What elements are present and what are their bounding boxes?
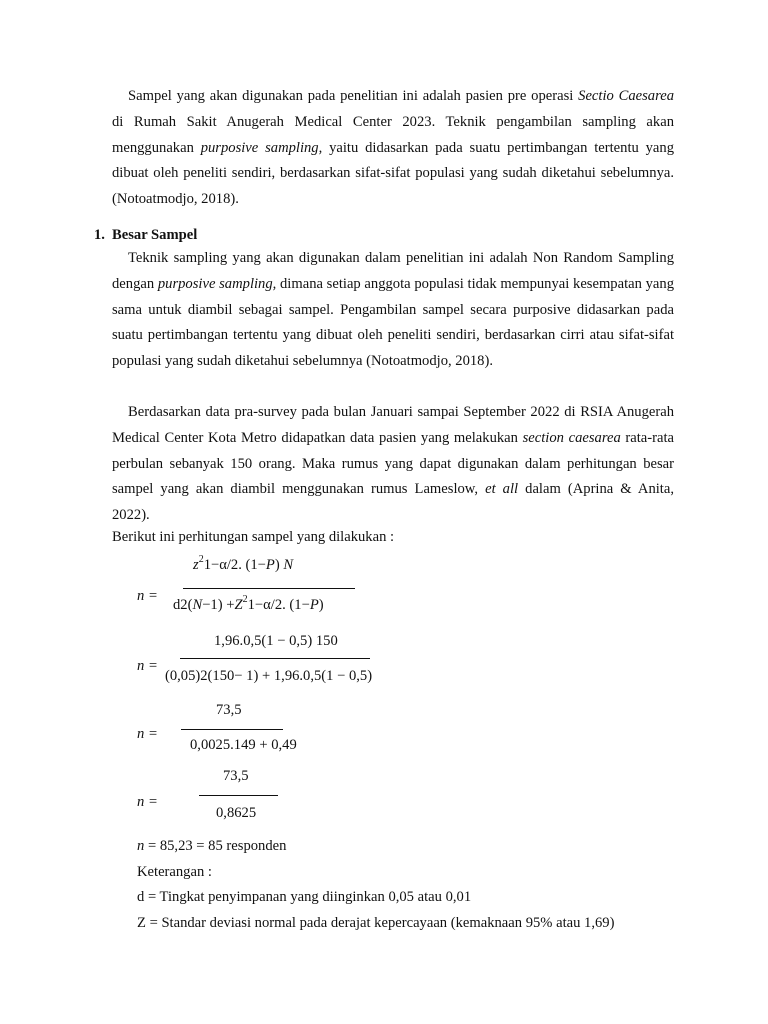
formula-denominator: $d2(N-1) +Z^21-\alpha/2$. (1−P): [173, 594, 324, 613]
step3-numerator: 73,5: [223, 768, 249, 784]
intro-text-1: Sampel yang akan digunakan pada penelitian ini adalah pasien pre operasi: [128, 88, 579, 104]
result-line: n = 85,23 = 85 responden: [137, 838, 287, 854]
step3-n-label: n =: [137, 794, 158, 810]
section-heading: [94, 226, 197, 244]
intro-italic-purposive-sampling: purposive sampling,: [200, 139, 323, 156]
intro-italic-sectio-caesarea: Sectio Caesarea: [578, 88, 675, 104]
formula-n-label: n =: [137, 588, 158, 604]
notes-heading: Keterangan :: [137, 864, 212, 880]
para2-italic-et-all: et all: [485, 481, 519, 498]
intro-text-2: di Rumah Sakit Anugerah Medical Center 2023. Teknik pengambilan sampling akan menggunakan: [112, 113, 674, 156]
para2-text-3: dalam (Aprina & Anita, 2022).: [112, 481, 674, 524]
step2-numerator: 73,5: [216, 702, 242, 718]
paragraph-pra-survey: [112, 400, 674, 529]
step3-denominator: 0,8625: [216, 805, 257, 821]
para1-text-1: Teknik sampling yang akan digunakan dalam penelitian ini adalah Non Random Sampling dengan: [112, 250, 674, 292]
step3-fraction-bar: [199, 795, 278, 796]
paragraph-teknik-sampling: [112, 246, 674, 375]
intro-paragraph: [112, 84, 674, 213]
step1-fraction-bar: [180, 658, 370, 659]
note-d: d = Tingkat penyimpanan yang diinginkan 0,05 atau 0,01: [137, 889, 472, 905]
step2-denominator: 0,0025.149 + 0,49: [190, 737, 297, 753]
step1-numerator: 1,96.0,5(1 − 0,5) 150: [214, 633, 338, 649]
para1-italic-purposive-sampling: purposive sampling,: [157, 275, 277, 292]
intro-text-3: yaitu didasarkan pada suatu pertimbangan tertentu yang dibuat oleh peneliti sendiri, berdasarkan sifat-sifat populasi yang sudah diketahui sebelumnya. (Notoatmodjo, 2018).: [112, 139, 675, 208]
section-number: 1.: [94, 227, 105, 243]
step1-n-label: n =: [137, 658, 158, 674]
note-z: Z = Standar deviasi normal pada derajat kepercayaan (kemaknaan 95% atau 1,69): [137, 915, 615, 931]
formula-numerator: $z^21-\alpha/2$. (1−P) N: [193, 554, 294, 573]
para2-italic-section-caesarea: section caesarea: [522, 429, 621, 446]
step2-fraction-bar: [181, 729, 283, 730]
formula-fraction-bar: [183, 588, 355, 589]
para2-text-1: Berdasarkan data pra-survey pada bulan Januari sampai September 2022 di RSIA Anugerah Medical Center Kota Metro didapatkan data pasien yang melakukan: [112, 404, 674, 446]
calculation-intro: Berikut ini perhitungan sampel yang dilakukan :: [112, 529, 395, 545]
para1-text-2: dimana setiap anggota populasi tidak mempunyai kesempatan yang sama untuk diambil sebagai sampel. Pengambilan sampel secara purposive didasarkan pada suatu pertimbangan tertentu yang dibuat oleh peneliti sendiri, berdasarkan cirri atau sifat-sifat populasi yang sudah diketahui sebelumnya (Notoatmodjo, 2018).: [112, 275, 674, 370]
section-title: Besar Sampel: [112, 227, 198, 243]
step1-denominator: (0,05)2(150− 1) + 1,96.0,5(1 − 0,5): [165, 668, 373, 684]
step2-n-label: n =: [137, 726, 158, 742]
para2-text-2: rata-rata perbulan sebanyak 150 orang. Maka rumus yang dapat digunakan dalam perhitungan besar sampel yang akan diambil menggunakan rumus Lameslow,: [112, 429, 674, 498]
